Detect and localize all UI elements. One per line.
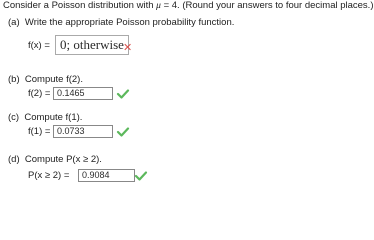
check-icon [135, 171, 147, 181]
part-d-answer-field[interactable]: 0.9084 [78, 169, 135, 182]
mu-value: 4. [171, 0, 180, 11]
part-b-expression: f(2) = [28, 88, 51, 99]
part-a-label: (a) [8, 17, 20, 28]
part-c-expression: f(1) = [28, 126, 51, 137]
question-intro [3, 0, 374, 11]
part-c-label: (c) [8, 112, 20, 123]
intro-prefix: Consider a Poisson distribution with [3, 0, 154, 11]
part-b-answer-field[interactable]: 0.1465 [53, 87, 113, 100]
part-a-text: Write the appropriate Poisson probability function. [24, 17, 235, 28]
cross-icon: ✕ [123, 42, 133, 54]
mu-symbol: μ [156, 1, 161, 11]
intro-equals: = [163, 0, 170, 11]
part-a-title [8, 17, 234, 28]
part-d-label: (d) [8, 154, 20, 165]
part-d-expression: P(x ≥ 2) = [28, 170, 70, 181]
part-c-text: Compute f(1). [24, 112, 83, 123]
part-a-answer-field[interactable]: 0; otherwise [55, 35, 129, 55]
part-c-answer-field[interactable]: 0.0733 [53, 125, 113, 138]
check-icon [117, 89, 129, 99]
part-b-title [8, 74, 83, 85]
part-b-text: Compute f(2). [24, 74, 83, 85]
part-c-title [8, 112, 82, 123]
part-d-text: Compute P(x ≥ 2). [24, 154, 102, 165]
check-icon [117, 127, 129, 137]
part-d-title [8, 154, 102, 165]
part-b-label: (b) [8, 74, 20, 85]
intro-instruction: (Round your answers to four decimal places.) [182, 0, 374, 11]
part-a-expression: f(x) = [28, 40, 50, 51]
